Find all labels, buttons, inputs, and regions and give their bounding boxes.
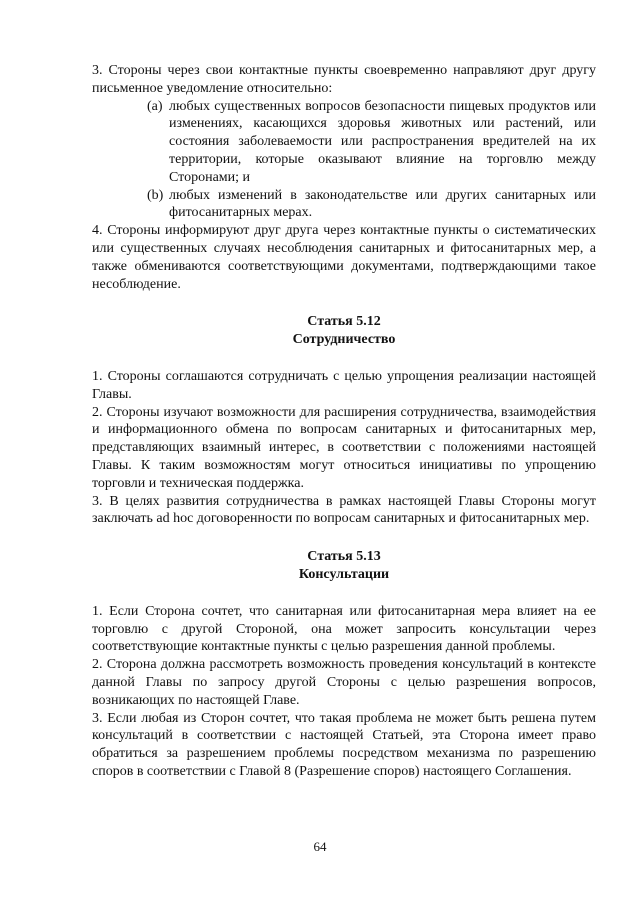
subitem-a-text: любых существенных вопросов безопасности пищевых продуктов или изменениях, касающихся здоровья животных или растений, или состояния заболеваемости или распространения вредителей на их территории, которые оказывают влияние на торговлю между Сторонами; и [169,98,596,185]
article-5-12-paragraph-3: 3. В целях развития сотрудничества в рамках настоящей Главы Стороны могут заключать ad hoc договоренности по вопросам санитарных и фитосанитарных мер. [92,493,596,527]
article-5-12-title: Сотрудничество [292,332,396,348]
paragraph-4: 4. Стороны информируют друг друга через контактные пункты о систематических или существенных случаях несоблюдения санитарных и фитосанитарных мер, а также обмениваются соответствующими документами, подтверждающими такое несоблюдение. [92,223,596,292]
page-number: 64 [313,839,327,854]
article-5-13-paragraph-1: 1. Если Сторона сочтет, что санитарная или фитосанитарная мера влияет на ее торговлю с другой Стороной, она может запросить консультации через соответствующие контактные пункты с целью разрешения данной проблемы. [92,603,596,655]
article-5-12-paragraph-2: 2. Стороны изучают возможности для расширения сотрудничества, взаимодействия и информационного обмена по вопросам санитарных и фитосанитарных мер, представляющих взаимный интерес, в соответствии с положениями настоящей Главы. К таким возможностям могут относиться инициативы по упрощению торговли и техническая поддержка. [92,404,596,491]
subitem-b [147,187,596,223]
article-5-12-number: Статья 5.12 [307,314,381,330]
subitem-b-label: (b) [147,187,164,203]
subitem-a [147,98,596,187]
article-5-13-number: Статья 5.13 [307,549,381,565]
article-5-13-paragraph-3: 3. Если любая из Сторон сочтет, что такая проблема не может быть решена путем консультаций в соответствии с настоящей Статьей, эта Сторона имеет право обратиться за разрешением проблемы посредством механизма по разрешению споров в соответствии с Главой 8 (Разрешение споров) настоящего Соглашения. [92,710,596,779]
document-page [92,62,596,781]
subitem-b-text: любых изменений в законодательстве или других санитарных или фитосанитарных мерах. [169,187,596,221]
subitem-a-label: (a) [147,98,163,114]
article-5-13-paragraph-2: 2. Сторона должна рассмотреть возможность проведения консультаций в контексте данной Главы по запросу другой Стороны с целью разрешения вопросов, возникающих по настоящей Главе. [92,657,596,708]
paragraph-3-intro: 3. Стороны через свои контактные пункты своевременно направляют друг другу письменное уведомление относительно: [92,63,596,96]
article-5-12-paragraph-1: 1. Стороны соглашаются сотрудничать с целью упрощения реализации настоящей Главы. [92,368,596,402]
article-5-13-title: Консультации [298,566,390,582]
